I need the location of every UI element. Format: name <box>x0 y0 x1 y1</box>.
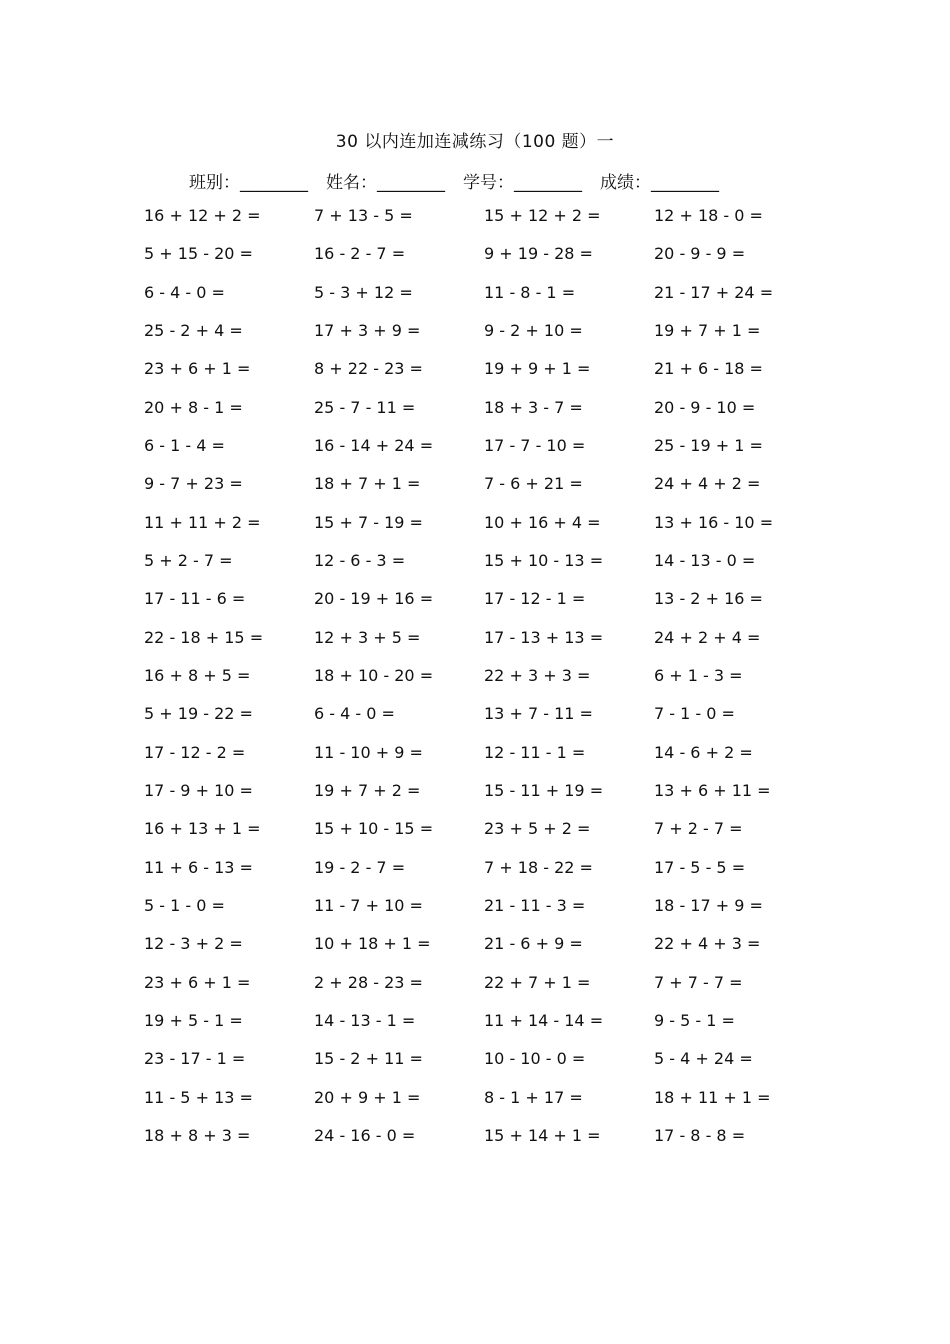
problem-item: 16 + 12 + 2 = <box>144 206 261 225</box>
problem-item: 5 + 19 - 22 = <box>144 704 253 724</box>
problem-item: 23 + 6 + 1 = <box>144 972 251 992</box>
problem-item: 19 + 7 + 1 = <box>654 320 761 340</box>
problem-item: 11 - 8 - 1 = <box>484 282 576 302</box>
problem-item: 14 - 6 + 2 = <box>654 742 753 762</box>
problem-item: 23 - 17 - 1 = <box>144 1049 246 1069</box>
problem-item: 25 - 19 + 1 = <box>654 435 763 455</box>
problem-item: 7 + 7 - 7 = <box>654 972 743 992</box>
problem-item: 14 - 13 - 1 = <box>314 1010 416 1030</box>
problem-item: 20 - 9 - 9 = <box>654 244 746 264</box>
problem-item: 11 - 7 + 10 = <box>314 895 423 915</box>
problem-item: 17 - 12 - 1 = <box>484 589 586 609</box>
problem-item: 11 - 5 + 13 = <box>144 1087 253 1107</box>
student-info-row <box>189 168 719 193</box>
problem-item: 24 - 16 - 0 = <box>314 1125 416 1145</box>
problem-item: 18 + 10 - 20 = <box>314 665 434 685</box>
problem-item: 22 + 3 + 3 = <box>484 665 591 685</box>
problem-item: 9 + 19 - 28 = <box>484 244 593 264</box>
problem-item: 20 + 9 + 1 = <box>314 1087 421 1107</box>
problem-item: 22 - 18 + 15 = <box>144 627 264 647</box>
problem-item: 19 + 5 - 1 = <box>144 1010 243 1030</box>
problem-item: 12 + 3 + 5 = <box>314 627 421 647</box>
problem-item: 15 + 10 - 13 = <box>484 550 604 570</box>
problem-item: 18 + 11 + 1 = <box>654 1087 771 1107</box>
problem-item: 20 - 9 - 10 = <box>654 397 756 417</box>
problem-item: 23 + 5 + 2 = <box>484 819 591 839</box>
problem-item: 25 - 7 - 11 = <box>314 397 416 417</box>
problem-item: 14 - 13 - 0 = <box>654 550 756 570</box>
problem-item: 18 + 8 + 3 = <box>144 1125 251 1145</box>
problem-item: 22 + 4 + 3 = <box>654 934 761 954</box>
problem-item: 11 + 14 - 14 = <box>484 1010 604 1030</box>
problem-item: 24 + 2 + 4 = <box>654 627 761 647</box>
student-number-field: 学号：________ <box>463 173 582 193</box>
problem-item: 17 + 3 + 9 = <box>314 320 421 340</box>
problem-item: 11 + 6 - 13 = <box>144 857 253 877</box>
problem-item: 16 - 14 + 24 = <box>314 435 434 455</box>
problem-item: 9 - 7 + 23 = <box>144 474 243 494</box>
problem-item: 21 + 6 - 18 = <box>654 359 763 379</box>
problem-item: 21 - 6 + 9 = <box>484 934 583 954</box>
problem-item: 17 - 7 - 10 = <box>484 435 586 455</box>
problem-item: 23 + 6 + 1 = <box>144 359 251 379</box>
problem-item: 25 - 2 + 4 = <box>144 320 243 340</box>
problem-item: 12 - 3 + 2 = <box>144 934 243 954</box>
problem-item: 10 + 18 + 1 = <box>314 934 431 954</box>
problem-item: 8 + 22 - 23 = <box>314 359 423 379</box>
problem-item: 12 - 11 - 1 = <box>484 742 586 762</box>
problem-item: 11 + 11 + 2 = <box>144 512 261 532</box>
problem-item: 6 - 1 - 4 = <box>144 435 225 455</box>
problem-item: 17 - 11 - 6 = <box>144 589 246 609</box>
problem-item: 17 - 9 + 10 = <box>144 780 253 800</box>
problem-item: 21 - 17 + 24 = <box>654 282 774 302</box>
problem-item: 2 + 28 - 23 = <box>314 972 423 992</box>
problem-item: 16 + 13 + 1 = <box>144 819 261 839</box>
class-field: 班别：________ <box>189 173 308 193</box>
problem-item: 18 + 7 + 1 = <box>314 474 421 494</box>
problem-item: 7 + 2 - 7 = <box>654 819 743 839</box>
problem-item: 12 + 18 - 0 = <box>654 206 763 225</box>
problem-item: 15 - 2 + 11 = <box>314 1049 423 1069</box>
problem-item: 7 + 18 - 22 = <box>484 857 593 877</box>
problem-item: 24 + 4 + 2 = <box>654 474 761 494</box>
problem-item: 19 + 7 + 2 = <box>314 780 421 800</box>
problem-item: 18 - 17 + 9 = <box>654 895 763 915</box>
problem-item: 6 + 1 - 3 = <box>654 665 743 685</box>
problem-item: 15 + 10 - 15 = <box>314 819 434 839</box>
problem-item: 20 + 8 - 1 = <box>144 397 243 417</box>
problem-grid <box>144 205 824 1163</box>
problem-item: 22 + 7 + 1 = <box>484 972 591 992</box>
problem-item: 19 + 9 + 1 = <box>484 359 591 379</box>
problem-item: 9 - 2 + 10 = <box>484 320 583 340</box>
problem-item: 16 + 8 + 5 = <box>144 665 251 685</box>
problem-item: 17 - 5 - 5 = <box>654 857 746 877</box>
problem-item: 11 - 10 + 9 = <box>314 742 423 762</box>
problem-item: 7 - 1 - 0 = <box>654 704 735 724</box>
problem-item: 6 - 4 - 0 = <box>144 282 225 302</box>
problem-item: 16 - 2 - 7 = <box>314 244 406 264</box>
problem-item: 20 - 19 + 16 = <box>314 589 434 609</box>
problem-item: 17 - 8 - 8 = <box>654 1125 746 1145</box>
name-field: 姓名：________ <box>326 173 445 193</box>
problem-item: 12 - 6 - 3 = <box>314 550 406 570</box>
page-title: 30 以内连加连减练习（100 题）一 <box>335 132 615 152</box>
problem-item: 21 - 11 - 3 = <box>484 895 586 915</box>
problem-item: 5 - 4 + 24 = <box>654 1049 753 1069</box>
problem-item: 5 + 15 - 20 = <box>144 244 253 264</box>
problem-item: 13 - 2 + 16 = <box>654 589 763 609</box>
problem-item: 13 + 7 - 11 = <box>484 704 593 724</box>
problem-item: 15 + 14 + 1 = <box>484 1125 601 1145</box>
score-field: 成绩：________ <box>600 173 719 193</box>
problem-item: 9 - 5 - 1 = <box>654 1010 735 1030</box>
problem-item: 18 + 3 - 7 = <box>484 397 583 417</box>
problem-item: 13 + 16 - 10 = <box>654 512 774 532</box>
problem-item: 7 + 13 - 5 = <box>314 206 413 225</box>
problem-item: 13 + 6 + 11 = <box>654 780 771 800</box>
problem-item: 5 + 2 - 7 = <box>144 550 233 570</box>
problem-item: 10 - 10 - 0 = <box>484 1049 586 1069</box>
problem-item: 5 - 3 + 12 = <box>314 282 413 302</box>
problem-item: 15 + 7 - 19 = <box>314 512 423 532</box>
problem-item: 15 - 11 + 19 = <box>484 780 604 800</box>
problem-item: 7 - 6 + 21 = <box>484 474 583 494</box>
problem-item: 19 - 2 - 7 = <box>314 857 406 877</box>
problem-item: 10 + 16 + 4 = <box>484 512 601 532</box>
problem-item: 17 - 13 + 13 = <box>484 627 604 647</box>
problem-item: 5 - 1 - 0 = <box>144 895 225 915</box>
problem-item: 15 + 12 + 2 = <box>484 206 601 225</box>
problem-item: 6 - 4 - 0 = <box>314 704 395 724</box>
problem-item: 8 - 1 + 17 = <box>484 1087 583 1107</box>
problem-item: 17 - 12 - 2 = <box>144 742 246 762</box>
